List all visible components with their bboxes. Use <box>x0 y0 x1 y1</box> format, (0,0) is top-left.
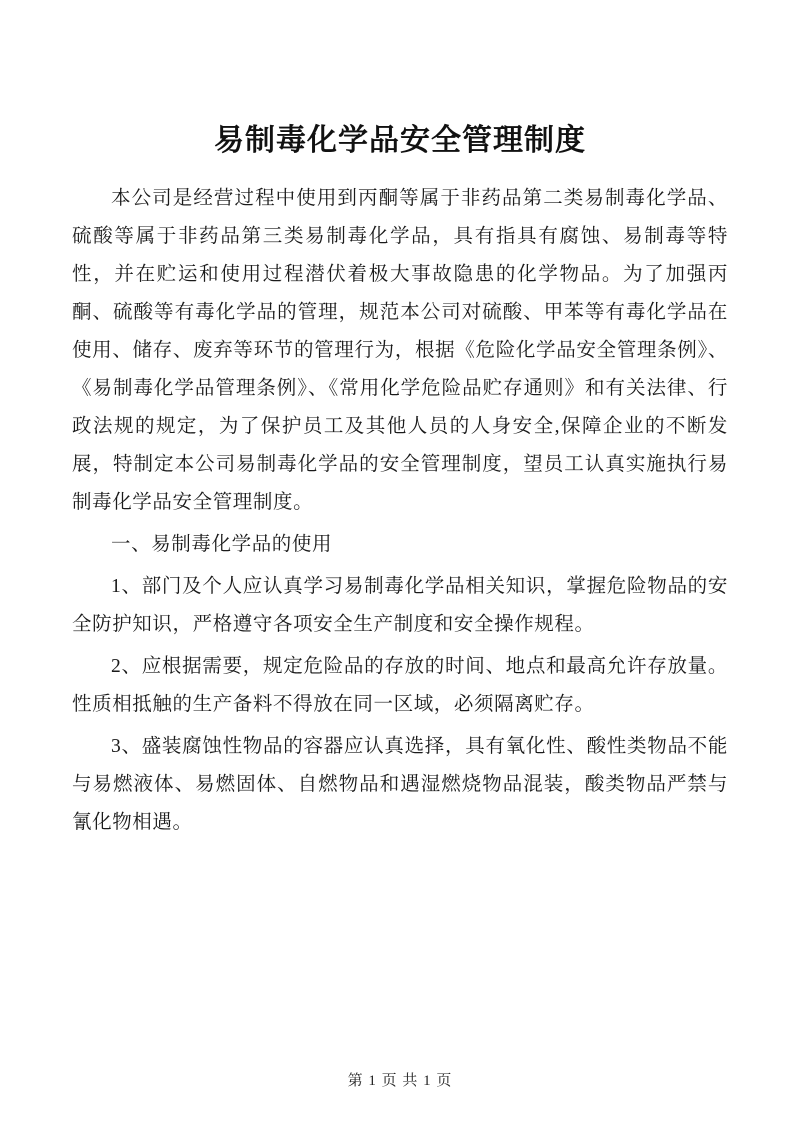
page-title: 易制毒化学品安全管理制度 <box>214 124 586 157</box>
page-footer: 第 1 页 共 1 页 <box>347 1073 453 1089</box>
paragraph-intro: 本公司是经营过程中使用到丙酮等属于非药品第二类易制毒化学品、硫酸等属于非药品第三类易制毒化学品，具有指具有腐蚀、易制毒等特性，并在贮运和使用过程潜伏着极大事故隐患的化学物品。为了加强丙酮、硫酸等有毒化学品的管理，规范本公司对硫酸、甲苯等有毒化学品在使用、储存、废弃等环节的管理行为，根据《危险化学品安全管理条例》、《易制毒化学品管理条例》、《常用化学危险品贮存通则》和有关法律、行政法规的规定，为了保护员工及其他人员的人身安全,保障企业的不断发展，特制定本公司易制毒化学品的安全管理制度，望员工认真实施执行易制毒化学品安全管理制度。 <box>72 188 728 514</box>
list-item-2: 2、应根据需要，规定危险品的存放的时间、地点和最高允许存放量。性质相抵触的生产备料不得放在同一区域，必须隔离贮存。 <box>72 656 728 716</box>
section-heading-usage: 一、易制毒化学品的使用 <box>111 534 333 556</box>
list-item-3: 3、盛装腐蚀性物品的容器应认真选择，具有氧化性、酸性类物品不能与易燃液体、易燃固体、自燃物品和遇湿燃烧物品混装，酸类物品严禁与氰化物相遇。 <box>72 736 728 834</box>
list-item-1: 1、部门及个人应认真学习易制毒化学品相关知识，掌握危险物品的安全防护知识，严格遵守各项安全生产制度和安全操作规程。 <box>72 576 728 636</box>
